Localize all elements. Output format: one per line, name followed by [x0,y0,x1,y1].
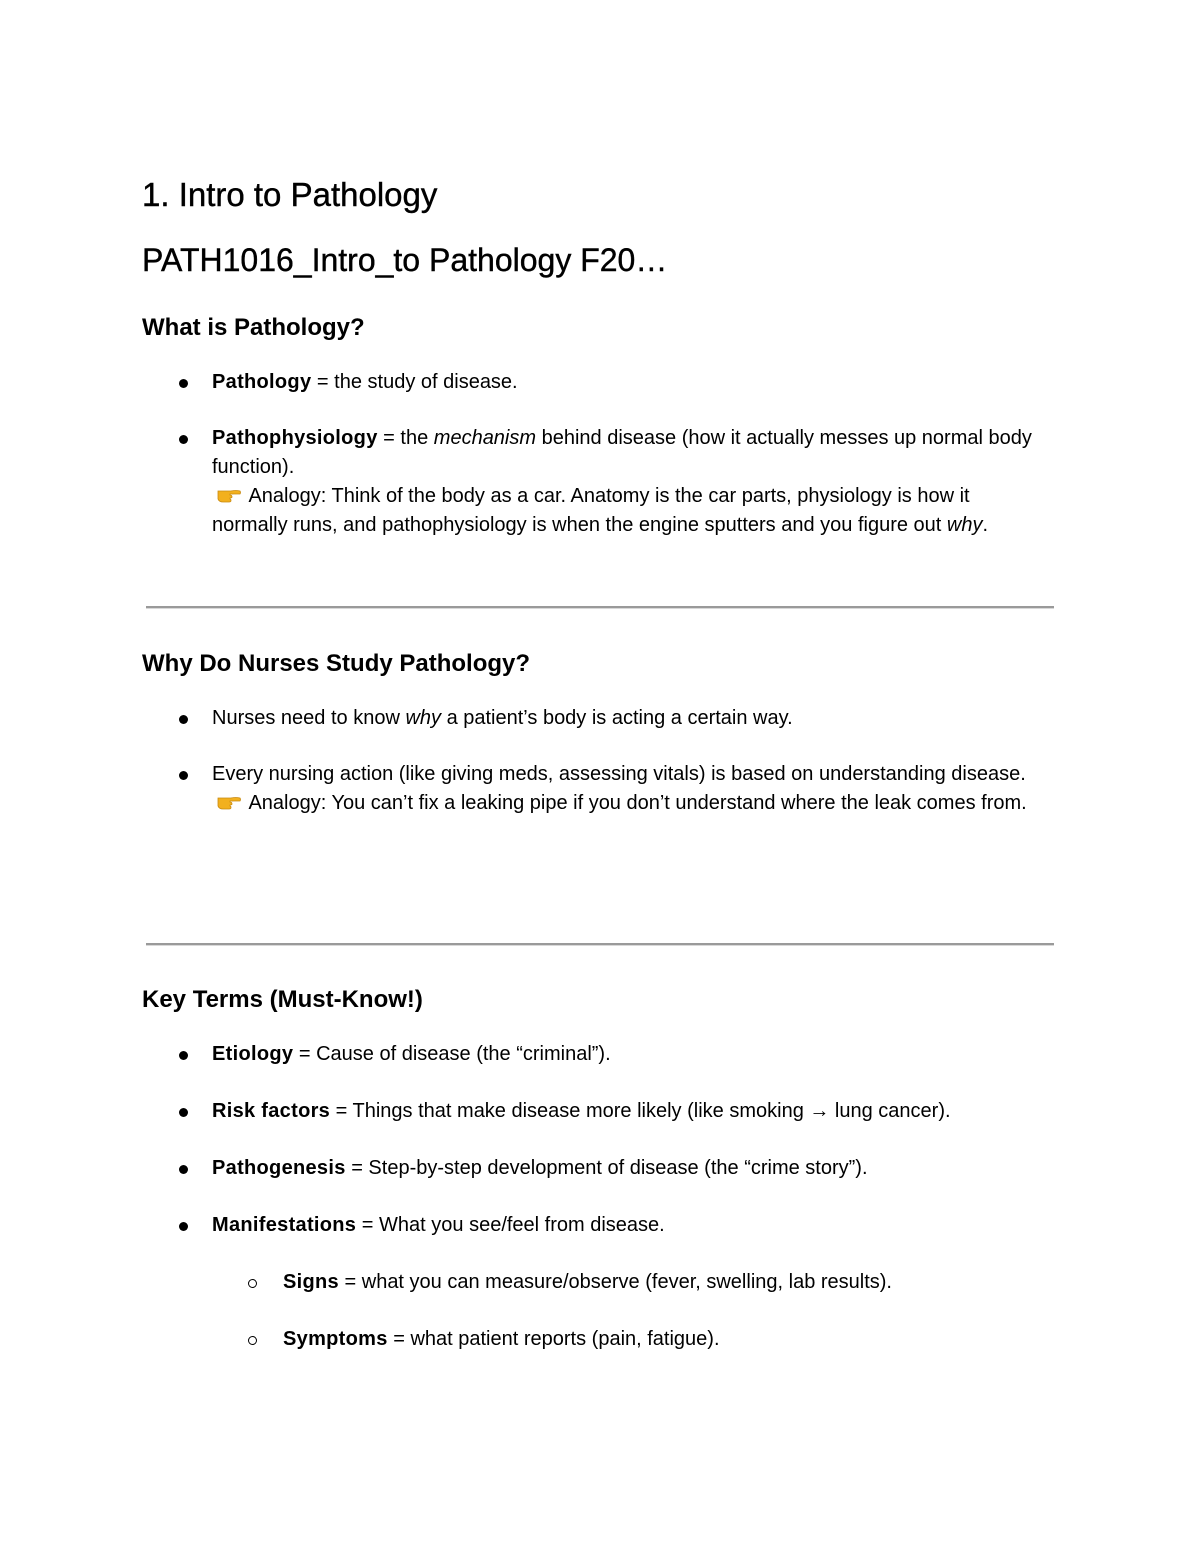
sub-list-item [0,1268,1200,1297]
term-label: Pathology [212,371,312,393]
term-label: Manifestations [212,1214,357,1236]
bullet-list-what-is-pathology [0,368,1200,540]
bullet-icon [179,379,188,388]
term-label: Signs [283,1271,339,1293]
list-item [0,424,1200,540]
list-item [0,1154,1200,1183]
term-label: Etiology [212,1043,294,1065]
item-text: a patient’s body is acting a certain way. [441,707,793,729]
definition-text: = Cause of disease (the “criminal”). [293,1043,611,1065]
definition-text: = What you see/feel from disease. [356,1214,665,1236]
list-item [0,1211,1200,1240]
definition-text: = what you can measure/observe (fever, swelling, lab results). [338,1271,892,1293]
term-label: Risk factors [212,1100,331,1122]
list-item [0,1040,1200,1069]
list-item [0,760,1200,818]
definition-text: behind disease (how it actually messes up normal body function). [212,427,1032,478]
section-heading-what-is-pathology: What is Pathology? [142,314,365,341]
horizontal-divider [146,943,1054,946]
section-heading-key-terms: Key Terms (Must-Know!) [142,986,423,1013]
emphasis-text: mechanism [433,427,537,449]
term-label: Pathogenesis [212,1157,346,1179]
page-title: 1. Intro to Pathology [142,176,438,213]
definition-text: = what patient reports (pain, fatigue). [387,1328,720,1350]
definition-text: = Step-by-step development of disease (the “crime story”). [345,1157,868,1179]
analogy-text: Analogy: You can’t fix a leaking pipe if you don’t understand where the leak comes from. [244,792,1027,814]
list-item [0,1097,1200,1126]
analogy-text-end: . [982,514,989,536]
item-text: Nurses need to know [212,707,406,729]
section-heading-why-nurses: Why Do Nurses Study Pathology? [142,650,531,677]
hollow-bullet-icon [248,1279,257,1288]
analogy-text: Analogy: Think of the body as a car. Anatomy is the car parts, physiology is how it normally runs, and pathophysiology is when the engine sputters and you figure out [212,485,970,536]
definition-text: = the [377,427,434,449]
bullet-icon [179,771,188,780]
hollow-bullet-icon [248,1336,257,1345]
pointing-hand-icon [216,484,242,504]
bullet-list-why-nurses [0,704,1200,818]
term-label: Pathophysiology [212,427,378,449]
bullet-icon [179,715,188,724]
definition-text: = the study of disease. [311,371,518,393]
horizontal-divider [146,606,1054,609]
term-label: Symptoms [283,1328,388,1350]
list-item [0,368,1200,397]
item-text: Every nursing action (like giving meds, assessing vitals) is based on understanding disease. [212,763,1026,785]
bullet-icon [179,1051,188,1060]
document-subtitle: PATH1016_Intro_to Pathology F20… [142,242,668,278]
emphasis-text: why [405,707,442,729]
definition-text: = Things that make disease more likely (like smoking → lung cancer). [330,1100,951,1122]
bullet-icon [179,1222,188,1231]
bullet-icon [179,435,188,444]
list-item [0,704,1200,733]
emphasis-text: why [946,514,983,536]
pointing-hand-icon [216,791,242,811]
bullet-icon [179,1165,188,1174]
bullet-list-key-terms [0,1040,1200,1354]
sub-list-item [0,1325,1200,1354]
bullet-icon [179,1108,188,1117]
